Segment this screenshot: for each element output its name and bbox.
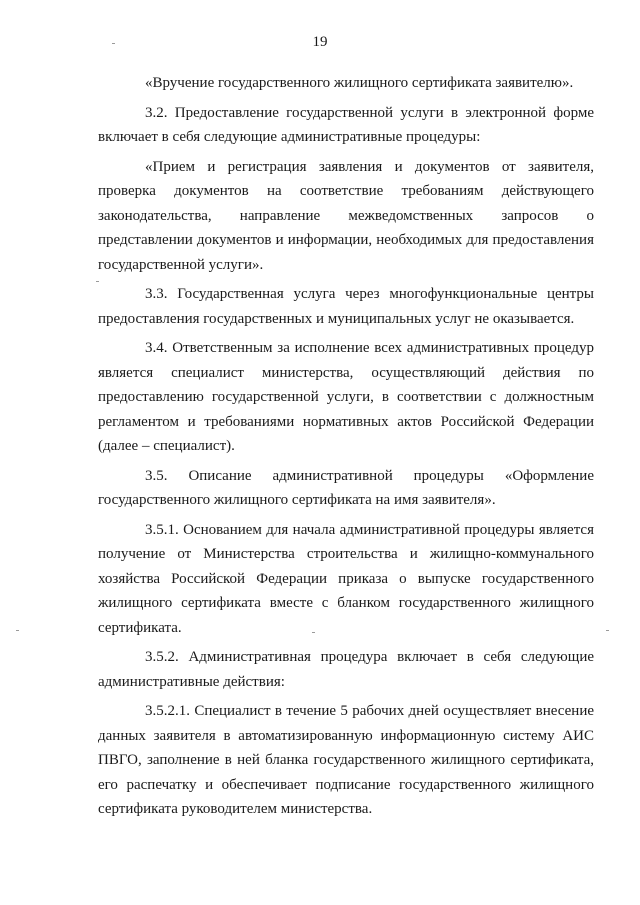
- scan-mark: [16, 630, 19, 631]
- paragraph-3-5-2: 3.5.2. Административная процедура включает в себя следующие административные действия:: [98, 649, 594, 690]
- paragraph-3-4: 3.4. Ответственным за исполнение всех административных процедур является специалист министерства, осуществляющий действия по предоставлению государственной услуги, в соответствии с должностным регламентом и требованиями нормативных актов Российской Федерации (далее – специалист).: [98, 340, 594, 454]
- paragraph-3-5-1: 3.5.1. Основанием для начала административной процедуры является получение от Министерства строительства и жилищно-коммунального хозяйства Российской Федерации приказа о выпуске государственного жилищного сертификата вместе с бланком государственного жилищного сертификата.: [98, 521, 594, 636]
- paragraph-3-5: 3.5. Описание административной процедуры «Оформление государственного жилищного сертификата на имя заявителя».: [98, 467, 594, 508]
- scan-mark: [606, 630, 609, 631]
- paragraph-3-5-2-1: 3.5.2.1. Специалист в течение 5 рабочих дней осуществляет внесение данных заявителя в автоматизированную информационную систему АИС ПВГО, заполнение в ней бланка государственного жилищного сертификата, его распечатку и обеспечивает подписание государственного жилищного сертификата руководителем министерства.: [98, 703, 594, 817]
- paragraph-procedure-list: «Прием и регистрация заявления и документов от заявителя, проверка документов на соответствие требованиям действующего законодательства, направление межведомственных запросов о представлении документов и информации, необходимых для предоставления государственной услуги».: [98, 158, 594, 273]
- scan-mark: [96, 281, 99, 282]
- paragraph-service-delivery: «Вручение государственного жилищного сертификата заявителю».: [145, 75, 574, 91]
- paragraph-3-3: 3.3. Государственная услуга через многофункциональные центры предоставления государственных и муниципальных услуг не оказывается.: [98, 286, 594, 327]
- scan-mark: [112, 43, 115, 44]
- document-body: [98, 71, 594, 827]
- page-number: 19: [312, 34, 328, 50]
- scan-mark: [312, 632, 315, 633]
- paragraph-3-2: 3.2. Предоставление государственной услуги в электронной форме включает в себя следующие административные процедуры:: [98, 104, 594, 145]
